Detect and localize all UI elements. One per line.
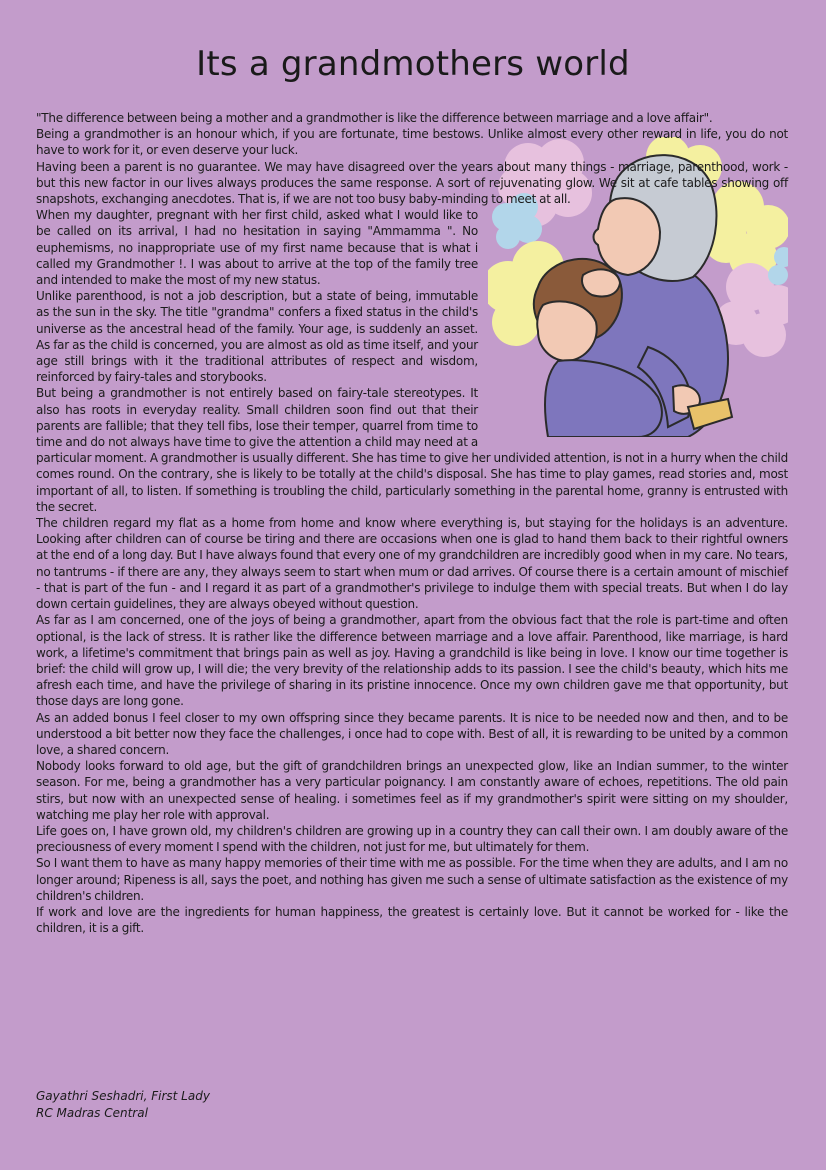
paragraph: Having been a parent is no guarantee. We may have disagreed over the years about many things - marriage, parenthood, work - but this new factor in our lives always produces the same response. A sort of rejuvenating glow. We sit at cafe tables showing off snapshots, exchanging anecdotes. That is, if we are not too busy baby-minding to meet at all. bbox=[36, 159, 788, 207]
paragraph: "The difference between being a mother and a grandmother is like the difference between marriage and a love affair". bbox=[36, 111, 713, 125]
child-face-icon bbox=[537, 302, 596, 362]
page-title: Its a grandmothers world bbox=[196, 44, 630, 84]
paragraph: If work and love are the ingredients for human happiness, the greatest is certainly love. But it cannot be worked for - like the children, it is a gift. bbox=[36, 904, 788, 936]
author-club: RC Madras Central bbox=[36, 1105, 148, 1120]
paragraph: As far as I am concerned, one of the joys of being a grandmother, apart from the obvious fact that the role is part-time and often optional, is the lack of stress. It is rather like the difference between marriage and a love affair. Parenthood, like marriage, is hard work, a lifetime's commitment that brings pain as well as joy. Having a grandchild is like being in love. I know our time together is brief: the child will grow up, I will die; the very brevity of the relationship adds to its passion. I see the child's beauty, which hits me afresh each time, and have the privilege of sharing in its pristine innocence. Once my own children gave me that opportunity, but those days are long gone. bbox=[36, 613, 788, 709]
paragraph: As an added bonus I feel closer to my own offspring since they became parents. It is nice to be needed now and then, and to be understood a bit better now they face the challenges, i once had to cope with. Best of all, it is rewarding to be united by a common love, a shared concern. bbox=[36, 710, 788, 757]
article-body bbox=[36, 110, 788, 936]
signature-block bbox=[36, 1088, 210, 1121]
paragraph: Unlike parenthood, is not a job description, but a state of being, immutable as the sun in the sky. The title "grandma" confers a fixed status in the child's universe as the ancestral head of the family. Your age, is suddenly an asset. As far as the child is concerned, you are almost as old as time itself, and your age still brings with it the traditional attributes of respect and wisdom, reinforced by fairy-tales and storybooks. bbox=[36, 289, 478, 385]
paragraph: So I want them to have as many happy memories of their time with me as possible. For the time when they are adults, and I am no longer around; Ripeness is all, says the poet, and nothing has given me such a sense of ultimate satisfaction as the existence of my children's children. bbox=[36, 856, 788, 903]
paragraph: Being a grandmother is an honour which, if you are fortunate, time bestows. Unlike almost every other reward in life, you do not have to work for it, or even deserve your luck. bbox=[36, 127, 788, 158]
paragraph: Life goes on, I have grown old, my children's children are growing up in a country they can call their own. I am doubly aware of the preciousness of every moment I spend with the children, not just for me, but ultimately for them. bbox=[36, 823, 788, 855]
author-name: Gayathri Seshadri, First Lady bbox=[36, 1089, 210, 1103]
paragraph: Nobody looks forward to old age, but the gift of grandchildren brings an unexpected glow, like an Indian summer, to the winter season. For me, being a grandmother has a very particular poignancy. I am constantly aware of echoes, repetitions. The old pain stirs, but now with an unexpected sense of healing. i sometimes feel as if my grandmother's spirit were sitting on my shoulder, watching me play her role with approval. bbox=[36, 759, 788, 822]
paragraph: But being a grandmother is not entirely based on fairy-tale stereotypes. It also has roots in everyday reality. Small children soon find out that their parents are fallible; that they tell fibs, lose their temper, quarrel from time to time and do not always have time to give the attention a child may need at a particular moment. A grandmother is usually different. She has time to give her undivided attention, is not in a hurry when the child comes round. On the contrary, she is likely to be totally at the child's disposal. She has time to play games, read stories and, most important of all, to listen. If something is troubling the child, particularly something in the parental home, granny is entrusted with the secret. bbox=[36, 386, 788, 514]
paragraph: The children regard my flat as a home from home and know where everything is, but staying for the holidays is an adventure. Looking after children can of course be tiring and there are occasions when one is glad to hand them back to their rightful owners at the end of a long day. But I have always found that every one of my grandchildren are incredibly good when in my care. No tears, no tantrums - if there are any, they always seem to start when mum or dad arrives. Of course there is a certain amount of mischief - that is part of the fun - and I regard it as part of a grandmother's privilege to indulge them with special treats. But when I do lay down certain guidelines, they are always obeyed without question. bbox=[36, 516, 788, 612]
grandmother-hand-icon bbox=[582, 270, 620, 297]
paragraph: When my daughter, pregnant with her first child, asked what I would like to be called on its arrival, I had no hesitation in saying "Ammamma ". No euphemisms, no inappropriate use of my first name because that is what i called my Grandmother !. I was about to arrive at the top of the family tree and intended to make the most of my new status. bbox=[36, 208, 478, 288]
